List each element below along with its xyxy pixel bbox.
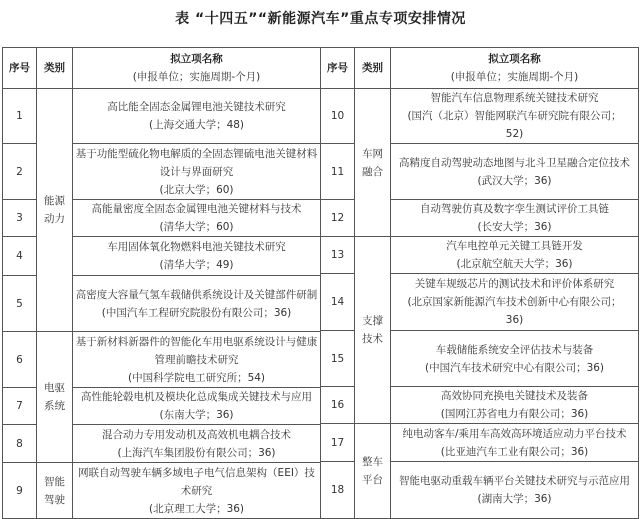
project-unit-line: (北京理工大学；36) xyxy=(148,502,245,515)
row-index: 14 xyxy=(321,274,355,331)
row-index: 17 xyxy=(321,424,355,462)
row-index: 2 xyxy=(3,144,37,200)
category-cell xyxy=(355,89,391,237)
project-name-line: 智能汽车信息物理系统关键技术研究 xyxy=(430,92,599,104)
table-title: 表 “十四五”“新能源汽车”重点专项安排情况 xyxy=(175,11,466,27)
header-category: 类别 xyxy=(355,48,391,89)
project-name-line: 高效协同充换电关键技术及装备 xyxy=(441,390,588,402)
project-name-line: 高密度大容量气氢车载储供系统设计及关键部件研制 xyxy=(75,288,318,301)
project-name-cell xyxy=(73,276,321,332)
category-label-line: 技术 xyxy=(362,333,383,345)
table-row xyxy=(3,332,321,388)
projects-table-right xyxy=(320,47,639,519)
row-index: 12 xyxy=(321,200,355,237)
project-name-line: 汽车电控单元关键工具链开发 xyxy=(446,240,583,252)
project-name-line: 设计与界面研究 xyxy=(159,165,234,178)
row-index: 9 xyxy=(3,463,37,519)
row-index: 7 xyxy=(3,388,37,425)
project-unit-line: 36) xyxy=(505,314,524,326)
project-name-cell xyxy=(73,237,321,276)
project-unit-line: (国网江苏省电力有限公司；36) xyxy=(440,408,589,420)
project-unit-line: (北京大学；60) xyxy=(159,183,234,196)
project-name-cell xyxy=(73,463,321,519)
project-name-line: 高比能全固态金属锂电池关键技术研究 xyxy=(107,101,286,113)
project-name-cell xyxy=(73,200,321,237)
project-unit-line: (湖南大学；36) xyxy=(477,493,552,505)
project-unit-line: (中国汽车工程研究院股份有限公司；36) xyxy=(101,306,292,319)
project-unit-line: (比亚迪汽车工业有限公司；36) xyxy=(440,445,589,458)
row-index: 13 xyxy=(321,237,355,274)
project-unit-line: (长安大学；36) xyxy=(477,221,552,233)
project-name-line: 关键车规级芯片的测试技术和评价体系研究 xyxy=(414,278,615,290)
project-name-line: (北京国家新能源汽车技术创新中心有限公司； xyxy=(407,296,622,308)
project-name-cell xyxy=(391,424,639,462)
project-name-line: (国汽（北京）智能网联汽车研究院有限公司； xyxy=(407,110,622,122)
project-name-line: 管理前瞻技术研究 xyxy=(154,353,239,366)
project-name-cell xyxy=(391,274,639,331)
project-name-line: 基于新材料新器件的智能化车用电驱系统设计与健康 xyxy=(75,335,318,348)
project-name-cell xyxy=(391,387,639,424)
category-label-line: 整车 xyxy=(362,456,383,468)
row-index: 15 xyxy=(321,331,355,387)
table-row xyxy=(3,463,321,519)
project-name-line: 纯电动客车/乘用车高效高环境适应动力平台技术 xyxy=(402,427,627,440)
project-unit-line: (清华大学；49) xyxy=(159,259,234,271)
project-unit-line: (东南大学；36) xyxy=(159,409,234,421)
project-name-cell xyxy=(391,200,639,237)
row-index: 11 xyxy=(321,144,355,200)
project-unit-line: (上海交通大学；48) xyxy=(148,119,245,131)
category-label-line: 能源 xyxy=(44,195,65,207)
category-label-line: 车网 xyxy=(362,147,383,160)
row-index: 5 xyxy=(3,276,37,332)
category-label-line: 电驱 xyxy=(44,382,65,394)
category-cell xyxy=(37,332,73,463)
project-name-line: 自动驾驶仿真及数字孪生测试评价工具链 xyxy=(420,203,609,215)
header-name: 拟立项名称 (申报单位；实施周期-个月) xyxy=(73,48,321,89)
project-name-line: 混合动力专用发动机及高效机电耦合技术 xyxy=(102,428,291,441)
category-label-line: 动力 xyxy=(44,213,65,225)
row-index: 1 xyxy=(3,89,37,144)
project-name-cell xyxy=(73,332,321,388)
project-name-line: 车载储能系统安全评估技术与装备 xyxy=(435,343,594,356)
project-unit-line: (北京航空航天大学；36) xyxy=(456,258,573,270)
table-row xyxy=(321,237,639,274)
category-label-line: 支撑 xyxy=(362,315,383,327)
project-name-line: 车用固体氧化物燃料电池关键技术研究 xyxy=(107,241,286,253)
row-index: 18 xyxy=(321,462,355,519)
project-name-cell xyxy=(73,89,321,144)
row-index: 4 xyxy=(3,237,37,276)
project-unit-line: (上海汽车集团股份有限公司；36) xyxy=(117,446,276,459)
category-cell xyxy=(355,237,391,424)
project-name-cell xyxy=(391,144,639,200)
header-index: 序号 xyxy=(321,48,355,89)
project-unit-line: (武汉大学；36) xyxy=(477,174,552,187)
project-name-line: 高性能轮毂电机及模块化总成集成关键技术与应用 xyxy=(81,391,312,403)
project-unit-line: (中国汽车技术研究中心有限公司；36) xyxy=(424,361,605,374)
row-index: 16 xyxy=(321,387,355,424)
project-unit-line: 52) xyxy=(505,128,524,140)
category-label-line: 系统 xyxy=(44,400,65,412)
project-name-cell xyxy=(391,89,639,144)
category-label-line: 融合 xyxy=(362,165,383,178)
project-name-cell xyxy=(73,425,321,463)
projects-table-left xyxy=(2,47,321,519)
project-name-line: 高能量密度全固态金属锂电池关键材料与技术 xyxy=(91,203,302,215)
project-name-cell xyxy=(73,388,321,425)
table-row xyxy=(3,89,321,144)
project-name-cell xyxy=(391,331,639,387)
project-name-line: 高精度自动驾驶动态地图与北斗卫星融合定位技术 xyxy=(399,156,630,169)
row-index: 3 xyxy=(3,200,37,237)
project-name-cell xyxy=(391,462,639,519)
row-index: 10 xyxy=(321,89,355,144)
project-name-line: 网联自动驾驶车辆多域电子电气信息架构（EEI）技 xyxy=(78,466,315,479)
project-name-line: 基于功能型硫化物电解质的全固态锂硫电池关键材料 xyxy=(75,147,318,160)
table-row xyxy=(321,89,639,144)
category-label-line: 智能 xyxy=(44,475,65,488)
header-index: 序号 xyxy=(3,48,37,89)
category-cell xyxy=(37,89,73,332)
project-name-line: 术研究 xyxy=(180,484,213,497)
category-label-line: 平台 xyxy=(362,474,383,486)
category-label-line: 驾驶 xyxy=(44,493,65,506)
project-name-line: 智能电驱动重载车辆平台关键技术研究与示范应用 xyxy=(399,475,630,487)
header-name: 拟立项名称 (申报单位；实施周期-个月) xyxy=(391,48,639,89)
category-cell xyxy=(37,463,73,519)
table-row xyxy=(321,424,639,462)
project-unit-line: (清华大学；60) xyxy=(159,221,234,233)
project-name-cell xyxy=(73,144,321,200)
row-index: 6 xyxy=(3,332,37,388)
project-name-cell xyxy=(391,237,639,274)
header-category: 类别 xyxy=(37,48,73,89)
category-cell xyxy=(355,424,391,519)
row-index: 8 xyxy=(3,425,37,463)
project-unit-line: (中国科学院电工研究所；54) xyxy=(127,371,266,384)
